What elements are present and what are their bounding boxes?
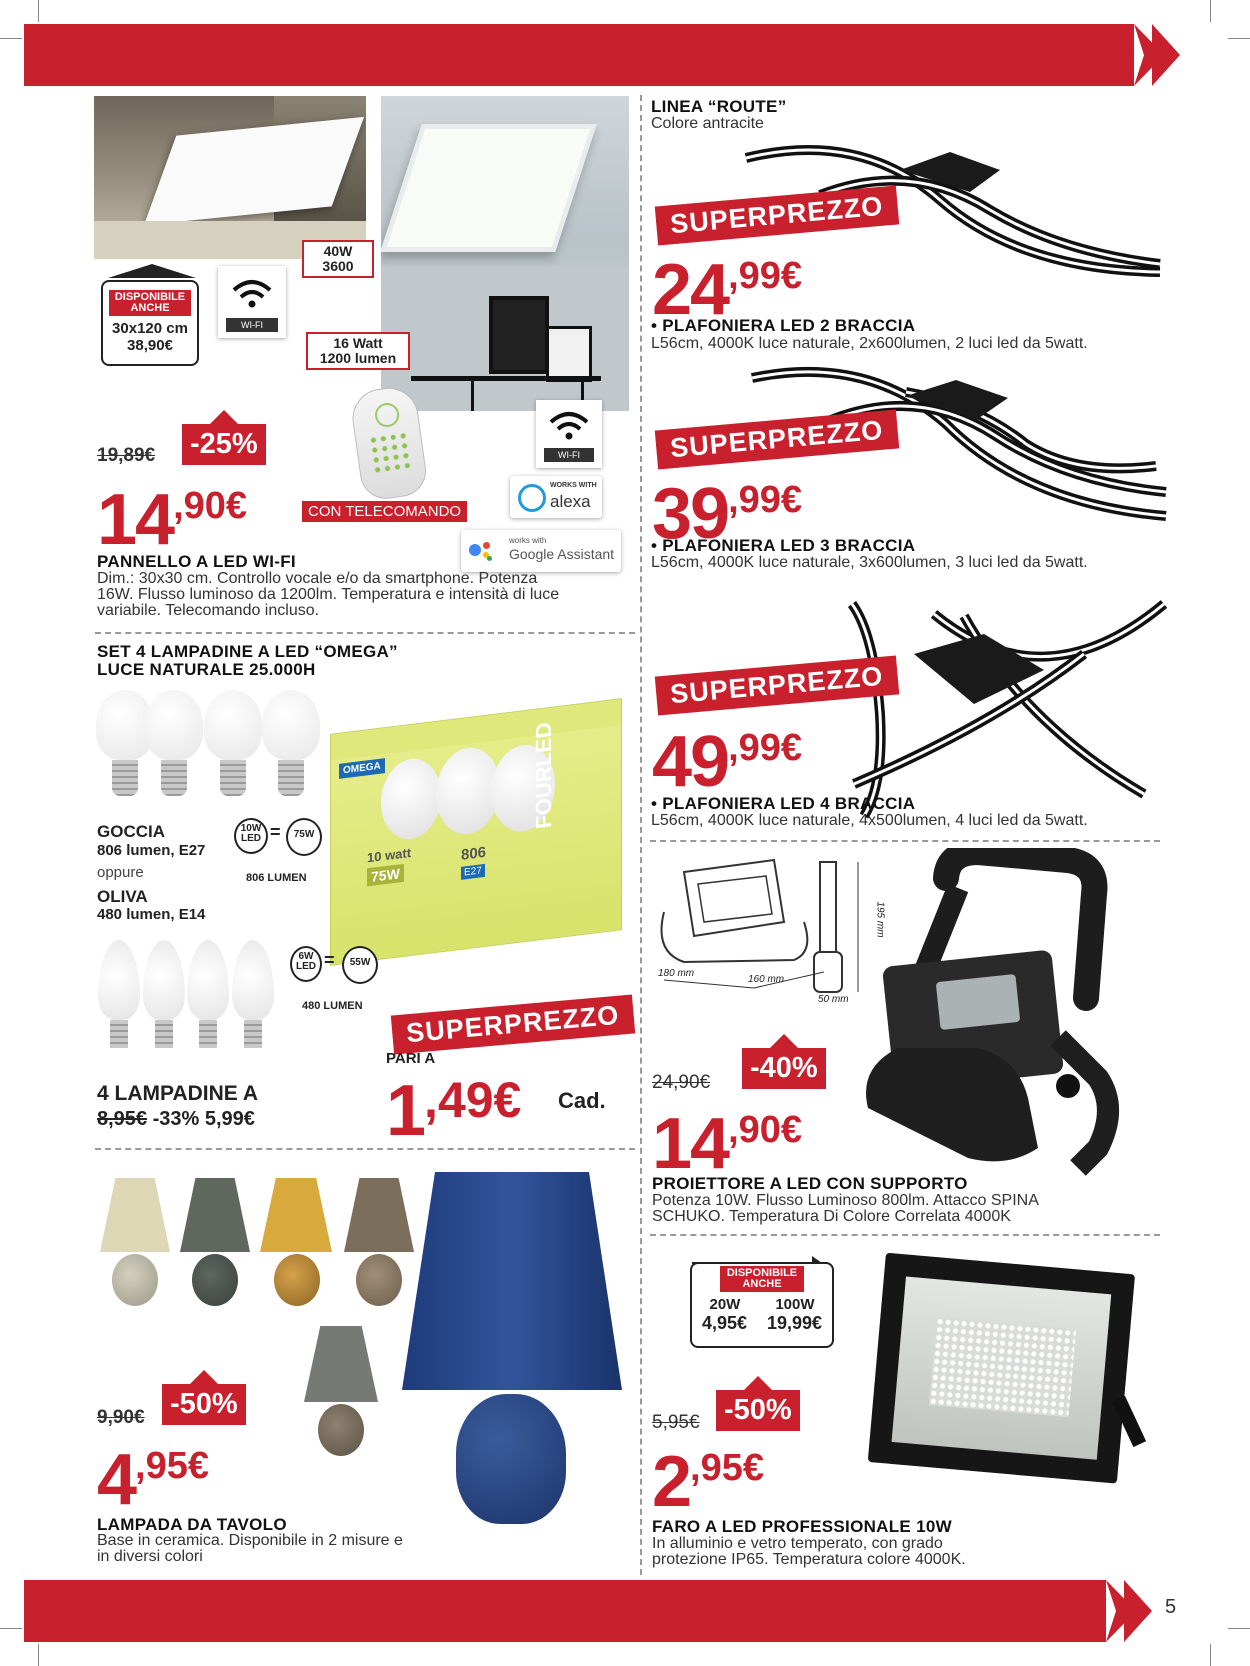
projector-price-dec: ,90€	[728, 1109, 803, 1151]
route-4-superprezzo: SUPERPREZZO	[655, 656, 899, 716]
available-price: 38,90€	[127, 337, 173, 354]
chevron-cut	[1134, 24, 1144, 86]
candle-bulb-base	[199, 1020, 217, 1048]
dim-180: 180 mm	[658, 968, 695, 979]
route-3-title: • PLAFONIERA LED 3 BRACCIA	[651, 536, 916, 555]
faro-available-badge	[690, 1262, 834, 1348]
bulb-image	[262, 690, 320, 760]
crop-mark	[1210, 1644, 1211, 1666]
lamp-price	[97, 1430, 210, 1520]
available-label: DISPONIBILE ANCHE	[109, 290, 191, 316]
page-number: 5	[1165, 1596, 1177, 1618]
alexa-top-text: WORKS WITH	[550, 482, 597, 489]
chevron-right-icon	[1152, 24, 1180, 86]
candle-bulb-image	[232, 940, 274, 1020]
panel-price-int: 14	[97, 480, 174, 560]
column-divider	[640, 95, 642, 1575]
faro-available-label: DISPONIBILE ANCHE	[720, 1266, 804, 1292]
faro-opt-20w-price: 4,95€	[701, 1313, 748, 1333]
panel-price	[97, 470, 248, 560]
lamp-shade	[180, 1178, 250, 1252]
box-fourled: FOURLED	[531, 720, 556, 831]
bulb-base	[161, 760, 187, 796]
oppure-label: oppure	[97, 864, 144, 881]
crop-mark	[38, 0, 39, 22]
lumen-806-label: 806 LUMEN	[246, 872, 307, 884]
projector-desc: Potenza 10W. Flusso Luminoso 800lm. Attacco SPINA SCHUKO. Temperatura Di Colore Correlata 4000K	[652, 1192, 1038, 1225]
google-top-text: works with	[509, 536, 547, 545]
bulb-base	[220, 760, 246, 796]
lamp-base	[356, 1254, 402, 1306]
projector-title: PROIETTORE A LED CON SUPPORTO	[652, 1174, 968, 1193]
four-bulbs-old-price: 8,95€	[97, 1108, 148, 1130]
four-bulbs-price	[97, 1108, 255, 1131]
top-banner	[24, 24, 1134, 86]
equals-sign: =	[324, 950, 335, 970]
bulbs-price-int: 1	[386, 1071, 425, 1151]
route-2-price	[652, 240, 803, 330]
route-line-title: LINEA “ROUTE”	[651, 97, 787, 116]
panel-ceiling-photo	[381, 96, 629, 411]
google-name: Google Assistant	[509, 546, 615, 562]
equivalent-watt-icon: 75W	[286, 818, 322, 856]
section-divider	[650, 1234, 1160, 1236]
crop-mark	[38, 1644, 39, 1666]
faro-old-price: 5,95€	[652, 1412, 700, 1433]
faro-opt-100w: 100W	[775, 1296, 815, 1313]
bulb-image	[145, 690, 203, 760]
box-806: 806	[461, 843, 487, 864]
route-2-desc: L56cm, 4000K luce naturale, 2x600lumen, 2 luci led da 5watt.	[651, 335, 1088, 352]
bulbs-price-dec: ,49€	[424, 1072, 522, 1128]
projector-discount-badge: -40%	[742, 1048, 826, 1089]
projector-old-price: 24,90€	[652, 1072, 711, 1093]
faro-image	[867, 1253, 1155, 1494]
box-e27: E27	[461, 864, 485, 880]
faro-price-dec: ,95€	[690, 1447, 765, 1489]
four-bulbs-new-price: -33% 5,99€	[152, 1108, 255, 1130]
bulbs-title-2: LUCE NATURALE 25.000H	[97, 660, 316, 679]
panel-discount-badge: -25%	[182, 424, 266, 465]
wifi-label: WI-FI	[226, 318, 278, 332]
faro-title: FARO A LED PROFESSIONALE 10W	[652, 1517, 952, 1536]
route-2-title: • PLAFONIERA LED 2 BRACCIA	[651, 316, 916, 335]
google-assistant-icon	[469, 542, 493, 562]
candle-bulb-image	[143, 940, 185, 1020]
lamp-price-dec: ,95€	[135, 1445, 210, 1487]
candle-bulb-image	[187, 940, 229, 1020]
lumen-480-label: 480 LUMEN	[302, 1000, 363, 1012]
crop-mark	[0, 1628, 22, 1629]
route-4-title: • PLAFONIERA LED 4 BRACCIA	[651, 794, 916, 813]
route-2-superprezzo: SUPERPREZZO	[655, 186, 899, 246]
lamp-base	[274, 1254, 320, 1306]
spec-1200: 1200 lumen	[319, 350, 397, 366]
wifi-icon	[218, 266, 286, 316]
candle-bulb-base	[155, 1020, 173, 1048]
wifi-label: WI-FI	[544, 448, 594, 462]
cad-label: Cad.	[558, 1088, 606, 1113]
panel-price-dec: ,90€	[173, 485, 248, 527]
chevron-right-icon	[1124, 1580, 1152, 1642]
route-2-price-int: 24	[652, 250, 729, 330]
lamp-shade	[344, 1178, 414, 1252]
crop-mark	[1210, 0, 1211, 22]
route-color: Colore antracite	[651, 115, 764, 132]
omega-box-image	[330, 698, 622, 966]
lamp-discount-badge: -50%	[162, 1384, 246, 1425]
route-4-price	[652, 712, 803, 802]
plafoniera-4-image	[844, 594, 1174, 820]
lamp-title: LAMPADA DA TAVOLO	[97, 1515, 287, 1534]
faro-opt-20w: 20W	[709, 1296, 741, 1313]
panel-old-price: 19,89€	[97, 445, 156, 466]
arrow-up-icon	[108, 264, 196, 278]
candle-bulb-image	[98, 940, 140, 1020]
alexa-name: alexa	[550, 492, 591, 511]
pari-a-label: PARI A	[386, 1050, 436, 1067]
route-4-desc: L56cm, 4000K luce naturale, 4x500lumen, 4 luci led da 5watt.	[651, 812, 1088, 829]
lamp-base	[318, 1404, 364, 1456]
spec-3600: 3600	[322, 258, 354, 274]
spec-16w: 16 Watt	[333, 335, 383, 351]
wifi-icon	[536, 400, 602, 446]
equals-sign: =	[270, 822, 281, 842]
lamp-shade-large	[402, 1172, 622, 1390]
spec-40w: 40W	[323, 243, 353, 259]
lamp-old-price: 9,90€	[97, 1407, 145, 1428]
box-75w: 75W	[367, 864, 404, 887]
bulb-image	[204, 690, 262, 760]
route-3-desc: L56cm, 4000K luce naturale, 3x600lumen, 3 luci led da 5watt.	[651, 554, 1088, 571]
four-bulbs-label: 4 LAMPADINE A	[97, 1082, 259, 1105]
route-4-price-dec: ,99€	[728, 727, 803, 769]
bulb-base	[112, 760, 138, 796]
remote-label: CON TELECOMANDO	[302, 501, 467, 522]
section-divider	[650, 840, 1160, 842]
route-2-price-dec: ,99€	[728, 255, 803, 297]
route-3-price-dec: ,99€	[728, 479, 803, 521]
lamp-shade	[100, 1178, 170, 1252]
faro-price-int: 2	[652, 1442, 691, 1522]
wifi-card-2	[536, 400, 602, 468]
lamp-base-large	[456, 1394, 566, 1524]
spec-tag-16w	[306, 332, 410, 370]
room-photo	[94, 96, 366, 259]
bulbs-superprezzo: SUPERPREZZO	[391, 995, 635, 1055]
bottom-banner	[24, 1580, 1106, 1642]
alexa-logo-icon	[518, 484, 546, 512]
lamp-base	[192, 1254, 238, 1306]
panel-desc: Dim.: 30x30 cm. Controllo vocale e/o da smartphone. Potenza 16W. Flusso luminoso da 1200lm. Temperatura e intensità di luce variabile. Telecomando incluso.	[97, 570, 560, 619]
faro-opt-100w-price: 19,99€	[766, 1313, 823, 1333]
lamp-price-int: 4	[97, 1440, 136, 1520]
available-size: 30x120 cm	[112, 320, 188, 337]
wifi-card	[218, 266, 286, 338]
section-divider	[95, 632, 635, 634]
section-divider	[95, 1148, 635, 1150]
led-watt-icon: 10W LED	[234, 818, 268, 854]
route-3-superprezzo: SUPERPREZZO	[655, 410, 899, 470]
projector-image	[858, 848, 1148, 1178]
alexa-badge	[510, 476, 602, 518]
lamp-base	[112, 1254, 158, 1306]
oliva-name: OLIVA	[97, 887, 148, 906]
dim-160: 160 mm	[748, 974, 785, 985]
candle-bulb-base	[110, 1020, 128, 1048]
crop-mark	[1228, 1628, 1250, 1629]
projector-price	[652, 1094, 803, 1184]
candle-bulb-base	[244, 1020, 262, 1048]
oliva-spec: 480 lumen, E14	[97, 906, 206, 923]
bulb-base	[278, 760, 304, 796]
goccia-name: GOCCIA	[97, 822, 165, 841]
lamp-shade	[260, 1178, 332, 1252]
available-badge	[101, 280, 199, 366]
google-assistant-badge	[461, 530, 621, 572]
bulbs-price	[386, 1064, 522, 1151]
crop-mark	[1228, 38, 1250, 39]
dim-195: 195 mm	[874, 901, 886, 938]
faro-discount-badge: -50%	[716, 1390, 800, 1431]
projector-price-int: 14	[652, 1104, 729, 1184]
led-watt-icon: 6W LED	[290, 946, 322, 982]
chevron-cut	[1106, 1580, 1116, 1642]
crop-mark	[0, 38, 22, 39]
equivalent-watt-icon: 55W	[342, 946, 378, 984]
lamp-shade	[304, 1326, 378, 1402]
bulbs-title-1: SET 4 LAMPADINE A LED “OMEGA”	[97, 642, 398, 661]
box-watt: 10 watt	[367, 844, 412, 866]
lamp-desc: Base in ceramica. Disponibile in 2 misure e in diversi colori	[97, 1532, 403, 1565]
goccia-spec: 806 lumen, E27	[97, 842, 206, 859]
route-3-price-int: 39	[652, 474, 729, 554]
route-4-price-int: 49	[652, 722, 729, 802]
spec-tag-40w	[302, 240, 374, 278]
faro-desc: In alluminio e vetro temperato, con grado protezione IP65. Temperatura colore 4000K.	[652, 1535, 966, 1568]
faro-price	[652, 1432, 765, 1522]
box-brand: OMEGA	[339, 758, 385, 779]
dim-50: 50 mm	[818, 994, 849, 1005]
panel-title: PANNELLO A LED WI-FI	[97, 552, 296, 571]
